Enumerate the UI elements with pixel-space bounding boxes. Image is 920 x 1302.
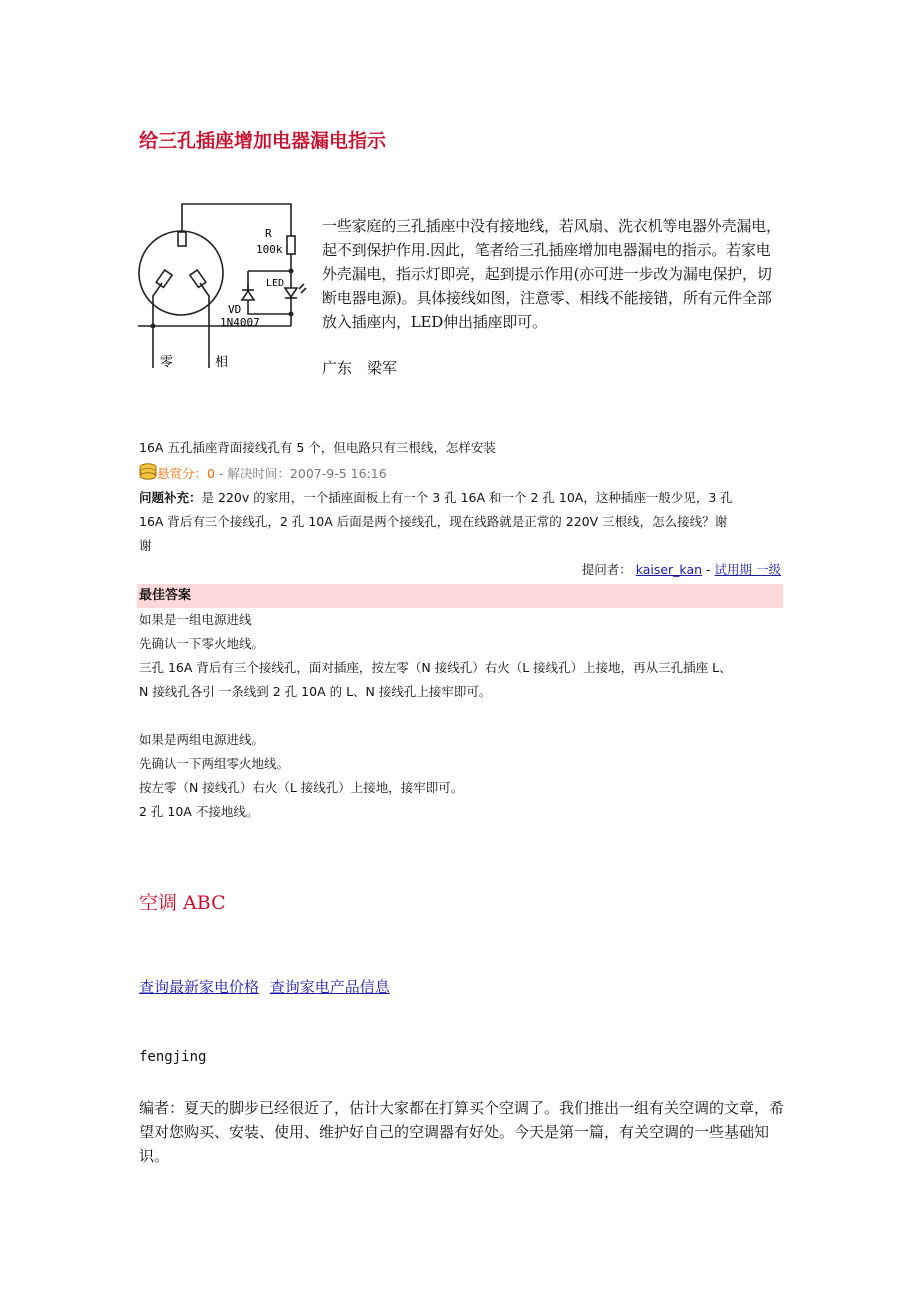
circuit-diagram (138, 196, 310, 376)
answer-line (139, 704, 789, 728)
earth-pin (178, 232, 186, 246)
neutral-pin (156, 270, 172, 287)
vd-value: 1N4007 (220, 316, 260, 329)
socket-outline (139, 231, 223, 315)
answer-line: N 接线孔各引 一条线到 2 孔 10A 的 L、N 接线孔上接牢即可。 (139, 684, 492, 699)
answer-line: 按左零（N 接线孔）右火（L 接线孔）上接地，接牢即可。 (139, 780, 464, 795)
article2-source: fengjing (139, 1049, 207, 1065)
article-paragraph: 一些家庭的三孔插座中没有接地线，若风扇、洗衣机等电器外壳漏电，起不到保护作用.因此，笔者给三孔插座增加电器漏电的指示。若家电外壳漏电，指示灯即亮，起到提示作用(亦可进一步改为漏电保护，切断电器电源)。具体接线如图，注意零、相线不能接错，所有元件全部放入插座内，LED伸出插座即可。 (322, 217, 781, 331)
answer-line: 如果是两组电源进线。 (139, 732, 265, 747)
r-value: 100k (256, 243, 283, 256)
supplement-label: 问题补充： (139, 490, 202, 505)
answer-line: 如果是一组电源进线 (139, 612, 252, 627)
reward-value: 0 (207, 466, 215, 481)
resolved-time: - 解决时间：2007-9-5 16:16 (218, 466, 387, 481)
asker-level-link[interactable]: 试用期 一级 (714, 562, 781, 577)
article2-title: 空调 ABC (139, 892, 226, 914)
supplement-line-1: 是 220v 的家用，一个插座面板上有一个 3 孔 16A 和一个 2 孔 10A，这种插座一般少见，3 孔 (201, 490, 733, 505)
reward-label: 悬赏分： (157, 466, 208, 481)
led (285, 288, 297, 297)
article-title: 给三孔插座增加电器漏电指示 (139, 130, 387, 152)
price-query-link[interactable]: 查询最新家电价格 (139, 978, 260, 996)
neutral-label: 零 (160, 355, 174, 370)
asker-row (582, 558, 781, 582)
article-author: 广东 梁军 (322, 359, 398, 377)
question-supplement (139, 486, 784, 558)
answer-line: 三孔 16A 背后有三个接线孔，面对插座，按左零（N 接线孔）右火（L 接线孔）上接地，再从三孔插座 L、 (139, 660, 732, 675)
live-pin (190, 270, 206, 287)
resistor (287, 236, 295, 254)
phase-label: 相 (215, 355, 229, 370)
r-label: R (265, 227, 272, 240)
answer-line: 2 孔 10A 不接地线。 (139, 804, 259, 819)
answer-line: 先确认一下零火地线。 (139, 636, 265, 651)
answer-line: 先确认一下两组零火地线。 (139, 756, 290, 771)
asker-name-link[interactable]: kaiser_kan (635, 562, 703, 577)
article2-links (139, 975, 390, 999)
vd-label: VD (228, 303, 242, 316)
best-answer-body (139, 608, 789, 824)
reward-row (139, 462, 387, 489)
article2-editor-paragraph: 编者：夏天的脚步已经很近了，估计大家都在打算买个空调了。我们推出一组有关空调的文章，希望对您购买、安装、使用、维护好自己的空调器有好处。今天是第一篇，有关空调的一些基础知识。 (139, 1099, 785, 1165)
asker-separator: - (702, 562, 715, 577)
supplement-line-2: 16A 背后有三个接线孔，2 孔 10A 后面是两个接线孔，现在线路就是正常的 220V 三根线，怎么接线？谢 (139, 514, 728, 529)
best-answer-header: 最佳答案 (137, 584, 783, 608)
led-label: LED (266, 278, 285, 289)
question-title: 16A 五孔插座背面接线孔有 5 个，但电路只有三根线，怎样安装 (139, 440, 496, 455)
product-query-link[interactable]: 查询家电产品信息 (269, 978, 390, 996)
diode-vd (242, 291, 254, 300)
asker-label: 提问者： (581, 562, 632, 577)
supplement-line-3: 谢 (139, 538, 152, 553)
